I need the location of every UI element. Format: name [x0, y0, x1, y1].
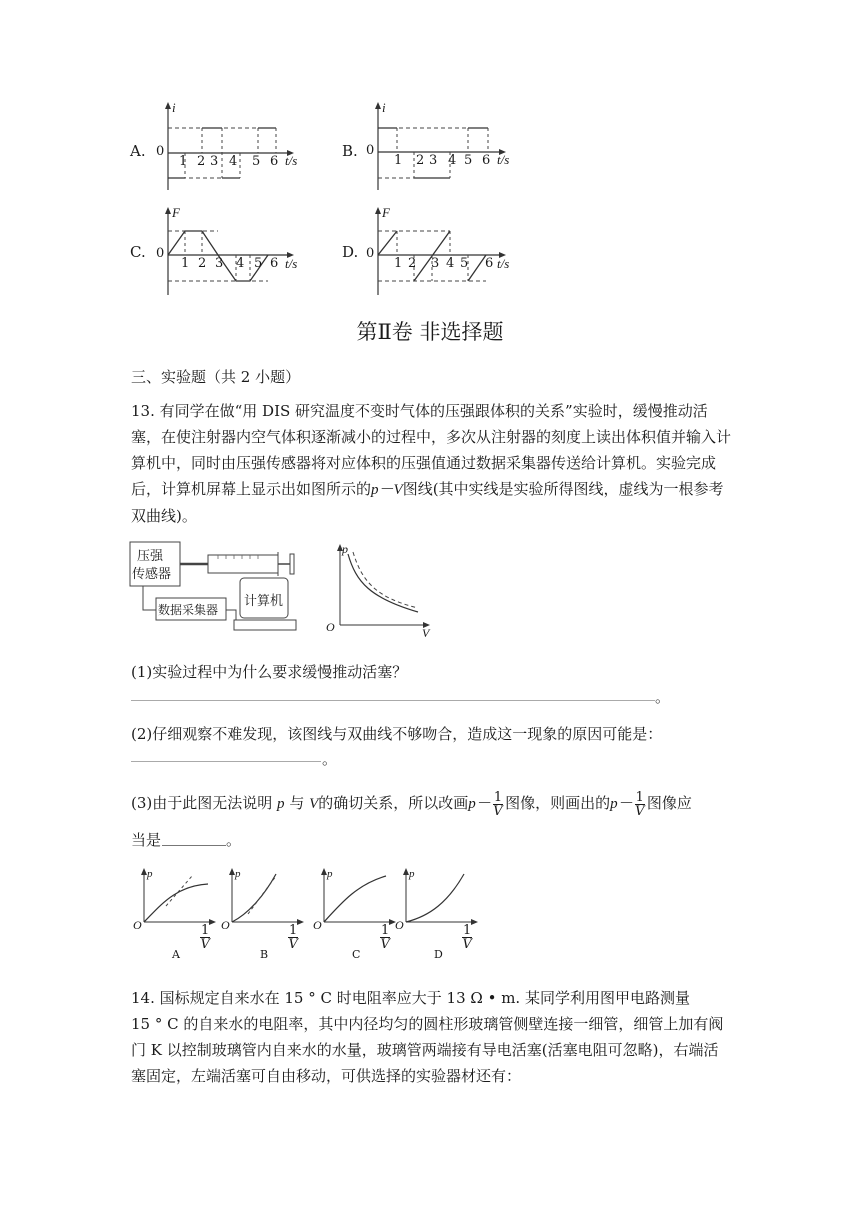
- q13-text-after: 图线(其中实线是实验所得图线，虚线为一根参考双曲线)。: [131, 480, 724, 525]
- tick-label: 5: [464, 153, 473, 168]
- q13-sub2: (2)仔细观察不难发现，该图线与双曲线不够吻合，造成这一现象的原因可能是：: [131, 725, 663, 743]
- q14-line1: 14. 国标规定自来水在 15 ° C 时电阻率应大于 13 Ω • m. 某同学利用图甲电路测量: [131, 989, 690, 1007]
- frac-numerator: 1: [635, 789, 644, 805]
- choice-origin: O: [313, 918, 322, 932]
- q13-sub1-answer[interactable]: [131, 684, 655, 701]
- pv-origin: O: [326, 620, 335, 634]
- axis-label-h: t/s: [497, 256, 510, 271]
- section-title: 第Ⅱ卷 非选择题: [356, 320, 504, 344]
- tick-label: 6: [270, 154, 279, 169]
- axis-label-v: i: [382, 100, 386, 115]
- choice-graph-c: [310, 866, 400, 962]
- q13-sub3-end: 。: [226, 831, 242, 849]
- tick-label: 1: [394, 256, 403, 271]
- option-b: [342, 100, 522, 195]
- choice-graph-d: [392, 866, 482, 962]
- choice-graph-b: [218, 866, 308, 962]
- fraction-1-over-v: [493, 791, 503, 818]
- q13-sub1: (1)实验过程中为什么要求缓慢推动活塞？: [131, 663, 408, 681]
- pv-graph: [322, 540, 437, 640]
- choice-frac: $\frac{1}{V}$: [200, 923, 210, 952]
- q13-sub3-c: 的确切关系，所以改画: [318, 794, 469, 812]
- tick-label: 5: [460, 256, 469, 271]
- q14-line2: 15 ° C 的自来水的电阻率，其中内径均匀的圆柱形玻璃管侧壁连接一细管，细管上加有阀门 K 以控制玻璃管内自来水的水量，玻璃管两端接有导电活塞(活塞电阻可忽略)，右端活塞固定，左端活塞可自由移动，可供选择的实验器材还有：: [131, 1015, 724, 1085]
- axis-label-h: t/s: [285, 256, 298, 271]
- origin-label: 0: [156, 246, 165, 261]
- q13-sub3-p: p: [277, 796, 285, 812]
- apparatus-diagram: [128, 540, 308, 635]
- sensor-label-1: 压强: [137, 549, 164, 564]
- pv-axis-v: V: [422, 626, 430, 640]
- tick-label: 6: [482, 153, 491, 168]
- tick-label: 3: [215, 256, 224, 271]
- tick-label: 2: [197, 154, 206, 169]
- choice-origin: O: [221, 918, 230, 932]
- q13-stem: [131, 398, 733, 529]
- choice-label: C: [352, 948, 361, 961]
- fraction-1-over-v: [635, 791, 645, 818]
- origin-label: 0: [366, 143, 375, 158]
- tick-label: 4: [229, 154, 238, 169]
- option-letter: C.: [130, 243, 146, 261]
- q13-sub3-e: 图像应: [646, 794, 692, 812]
- p-minus: p－: [610, 796, 633, 812]
- option-a: [130, 100, 310, 195]
- choice-label: A: [172, 948, 180, 961]
- tick-label: 3: [431, 256, 440, 271]
- choice-label: B: [260, 948, 269, 961]
- q13-text: 13. 有同学在做“用 DIS 研究温度不变时气体的压强跟体积的关系”实验时，缓慢推动活塞，在使注射器内空气体积逐渐减小的过程中，多次从注射器的刻度上读出体积值并输入计算机中，同时由压强传感器将对应体积的压强值通过数据采集器传送给计算机。实验完成后，计算机屏幕上显示出如图所示的: [131, 402, 732, 498]
- option-letter: B.: [342, 142, 358, 160]
- choice-origin: O: [133, 918, 142, 932]
- axis-label-h: t/s: [285, 153, 298, 168]
- choice-axis-p: p: [409, 868, 415, 880]
- computer-label: 计算机: [244, 594, 284, 609]
- tick-label: 2: [408, 256, 417, 271]
- choice-axis-p: p: [327, 868, 333, 880]
- tick-label: 1: [394, 153, 403, 168]
- q13-sub3-b: 与: [289, 794, 305, 812]
- axis-label-v: F: [382, 205, 390, 220]
- q13-sub3-a: (3)由于此图无法说明: [131, 794, 273, 812]
- q13-sub3-line2: 当是: [131, 831, 162, 849]
- pv-axis-p: p: [342, 542, 348, 556]
- choice-frac: $\frac{1}{V}$: [380, 923, 390, 952]
- tick-label: 1: [179, 154, 188, 169]
- tick-label: 3: [429, 153, 438, 168]
- tick-label: 2: [416, 153, 425, 168]
- q13-sub3-d: 图像，则画出的: [505, 794, 611, 812]
- axis-label-h: t/s: [497, 152, 510, 167]
- sensor-label-2: 传感器: [132, 567, 172, 582]
- q13-sub2-end: 。: [322, 750, 338, 768]
- frac-numerator: 1: [493, 789, 503, 805]
- option-letter: A.: [130, 142, 146, 160]
- choice-axis-p: p: [147, 868, 153, 880]
- axis-label-v: F: [172, 205, 180, 220]
- option-letter: D.: [342, 243, 359, 261]
- origin-label: 0: [156, 144, 165, 159]
- tick-label: 5: [252, 154, 261, 169]
- tick-label: 6: [270, 256, 279, 271]
- p-minus: p－: [468, 796, 491, 812]
- q13-pv: p－V: [371, 482, 403, 498]
- option-c: [130, 205, 310, 300]
- tick-label: 3: [210, 154, 219, 169]
- choice-frac: $\frac{1}{V}$: [288, 923, 298, 952]
- q13-sub3-v: V: [309, 796, 319, 812]
- tick-label: 6: [485, 256, 494, 271]
- q13-sub1-end: 。: [655, 688, 671, 706]
- tick-label: 4: [236, 256, 245, 271]
- q13-sub3: [131, 788, 692, 819]
- axis-label-v: i: [172, 100, 176, 115]
- q13-sub2-answer[interactable]: [131, 745, 321, 762]
- option-d: [342, 205, 522, 300]
- choice-label: D: [434, 948, 443, 961]
- tick-label: 1: [181, 256, 190, 271]
- tick-label: 2: [198, 256, 207, 271]
- q13-sub3-answer[interactable]: [162, 829, 226, 846]
- frac-denominator: V: [635, 803, 645, 819]
- choice-axis-p: p: [235, 868, 241, 880]
- origin-label: 0: [366, 246, 375, 261]
- choice-frac: $\frac{1}{V}$: [462, 923, 472, 952]
- choice-origin: O: [395, 918, 404, 932]
- choice-graph-a: [130, 866, 220, 962]
- tick-label: 5: [254, 256, 263, 271]
- collector-label: 数据采集器: [158, 603, 219, 617]
- tick-label: 4: [446, 256, 455, 271]
- part-heading: 三、实验题（共 2 小题）: [131, 368, 301, 386]
- tick-label: 4: [448, 153, 457, 168]
- frac-denominator: V: [493, 803, 503, 819]
